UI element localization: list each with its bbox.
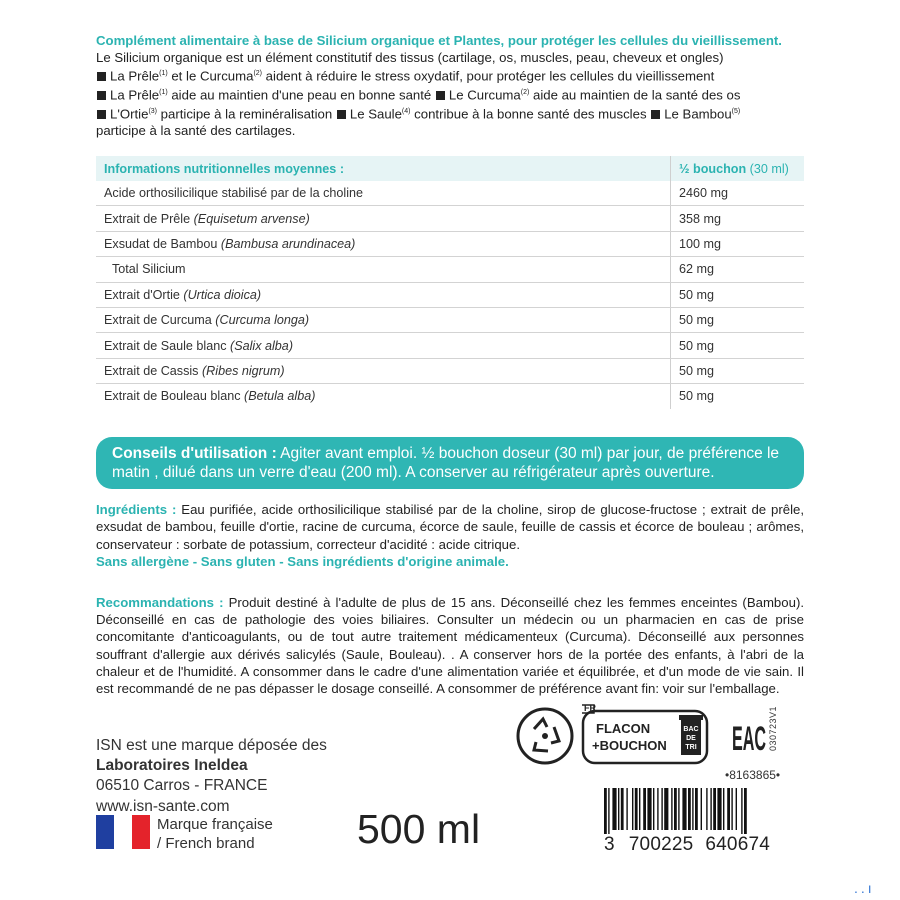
- ingredient-value: 50 mg: [671, 282, 805, 307]
- french-brand-line1: Marque française: [157, 816, 273, 833]
- bin-text-3: TRI: [685, 744, 697, 751]
- bouchon-label: +BOUCHON: [592, 738, 667, 753]
- french-brand-label: [157, 815, 273, 853]
- plant-curcuma: et le Curcuma: [167, 68, 254, 84]
- nutrition-header-dose: [671, 156, 805, 181]
- ref-4: (4): [401, 108, 411, 116]
- website-link: www.isn-sante.com: [96, 797, 230, 815]
- ingredient-name: [96, 358, 671, 383]
- barcode-bar: [682, 788, 686, 830]
- barcode-bar: [671, 788, 672, 830]
- barcode-bar: [618, 788, 619, 830]
- intro-line-stress: [96, 66, 804, 85]
- ingredient-value: 50 mg: [671, 307, 805, 332]
- volume-label: 500 ml: [357, 806, 481, 852]
- brand-line: ISN est une marque déposée des: [96, 737, 327, 754]
- ingredients-label: Ingrédients :: [96, 502, 177, 517]
- nutrition-table: [96, 156, 804, 409]
- ingredient-value: 62 mg: [671, 257, 805, 282]
- ingredient-latin: (Betula alba): [244, 389, 316, 404]
- ingredient-name: [96, 307, 671, 332]
- barcode-bar: [701, 788, 702, 830]
- table-row: [96, 333, 804, 358]
- usage-advice-text: Agiter avant emploi. ½ bouchon doseur (30 ml) par jour, de préférence le matin , dilué dans un verre d'eau (200 ml). A conserver au réfrigérateur après ouverture.: [112, 445, 780, 481]
- ingredients-block: [96, 501, 804, 571]
- barcode-bar: [695, 788, 698, 830]
- dose-volume: (30 ml): [746, 161, 789, 176]
- barcode-bar: [664, 788, 668, 830]
- nutrition-header-row: [96, 156, 804, 181]
- table-row: [96, 231, 804, 256]
- ref-1: (1): [159, 70, 168, 78]
- nutrition-header-label: Informations nutritionnelles moyennes :: [96, 156, 671, 181]
- recommendations-text: Produit destiné à l'adulte de plus de 15 ans. Déconseillé chez les femmes enceintes (Bambou). Déconseillé en cas de pathologie des voies biliaires. Consulter un médecin ou un pharmacien en cas de prise concomitante d'anticoagulants, ou de tout autre traitement médicamenteux (Curcuma). Déconseillé aux personnes souffrant d'allergie aux dérivés salicylés (Saule, Bouleau). . A conserver hors de la portée des enfants, à l'abri de la chaleur et de l'humidité. A consommer dans le cadre d'une alimentation variée et équilibrée, et d'un mode de vie sain. Il est recommandé de ne pas dépasser le dosage conseillé. A consommer de préférence avant fin: voir sur l'emballage.: [96, 595, 804, 697]
- barcode-bar: [612, 788, 616, 830]
- barcode-bar: [692, 788, 693, 830]
- table-row: [96, 181, 804, 206]
- barcode-bar: [635, 788, 638, 830]
- barcode-bar: [741, 788, 742, 834]
- bullet-square-icon: [436, 91, 445, 100]
- product-title: Complément alimentaire à base de Silicium organique et Plantes, pour protéger les cellules du vieillissement.: [96, 33, 782, 48]
- ingredient-label: Exsudat de Bambou: [104, 236, 221, 251]
- lab-address: 06510 Carros - FRANCE: [96, 777, 268, 795]
- usage-advice-band: [96, 437, 804, 489]
- recycling-info-box: [580, 703, 711, 767]
- claim-peau: aide au maintien d'une peau en bonne santé: [167, 87, 432, 103]
- pharmacy-code: •8163865•: [725, 768, 781, 782]
- barcode: [604, 788, 800, 834]
- claim-os: aide au maintien de la santé des os: [529, 87, 741, 103]
- barcode-bar: [626, 788, 627, 830]
- barcode-bar: [647, 788, 651, 830]
- brand-block: [96, 736, 327, 817]
- triman-recycle-icon: [514, 705, 576, 767]
- table-row: [96, 257, 804, 282]
- barcode-bar: [639, 788, 640, 830]
- corner-dots: ..ı: [854, 880, 875, 896]
- barcode-bar: [710, 788, 711, 830]
- ingredient-label: Extrait de Curcuma: [104, 313, 216, 328]
- ingredient-label: Total Silicium: [112, 262, 186, 277]
- barcode-bar: [621, 788, 624, 830]
- ingredient-value: 50 mg: [671, 333, 805, 358]
- ingredient-label: Extrait de Prêle: [104, 211, 194, 226]
- ingredient-label: Acide orthosilicilique stabilisé par de la choline: [104, 186, 364, 201]
- barcode-bar: [723, 788, 724, 830]
- intro-line-ortie-saule: [96, 104, 804, 123]
- ingredient-latin: (Urtica dioica): [183, 287, 262, 302]
- ean-group-2: 640674: [705, 834, 770, 855]
- barcode-bar: [643, 788, 646, 830]
- eac-text: EAC: [732, 720, 766, 758]
- usage-advice-label: Conseils d'utilisation :: [112, 445, 277, 462]
- barcode-bar: [688, 788, 691, 830]
- ref-3: (3): [148, 108, 157, 116]
- barcode-bar: [608, 788, 609, 834]
- intro-line-cartilages: participe à la santé des cartilages.: [96, 123, 296, 139]
- plant-bambou: Le Bambou: [664, 106, 732, 122]
- eac-mark-icon: [732, 710, 766, 762]
- bullet-square-icon: [97, 72, 106, 81]
- ingredient-value: 100 mg: [671, 231, 805, 256]
- barcode-bar: [604, 788, 607, 834]
- french-flag-icon: [96, 815, 150, 849]
- recommendations-block: [96, 594, 804, 697]
- barcode-bar: [661, 788, 662, 830]
- table-row: [96, 358, 804, 383]
- ean-group-1: 700225: [628, 834, 694, 855]
- lab-name-text: Laboratoires Ineldea: [96, 757, 248, 775]
- claim-remineralisation: participe à la reminéralisation: [157, 106, 333, 122]
- ref-2: (2): [253, 70, 263, 78]
- table-row: [96, 206, 804, 231]
- intro-line-silicium: Le Silicium organique est un élément constitutif des tissus (cartilage, os, muscles, peau, cheveux et ongles): [96, 49, 724, 65]
- barcode-bar: [717, 788, 721, 830]
- table-row: [96, 307, 804, 332]
- barcode-bar: [731, 788, 732, 830]
- barcode-bar: [657, 788, 658, 830]
- bullet-square-icon: [97, 110, 106, 119]
- sorting-bin-icon: [679, 715, 703, 755]
- barcode-bar: [727, 788, 730, 830]
- ean-first-digit: 3: [604, 834, 615, 855]
- barcode-bar: [632, 788, 633, 830]
- ingredient-value: 50 mg: [671, 384, 805, 409]
- french-brand-line2: / French brand: [157, 835, 255, 852]
- plant-prele: La Prêle: [110, 87, 160, 103]
- lab-name: [96, 756, 327, 776]
- ingredient-latin: (Curcuma longa): [215, 313, 310, 328]
- allergen-statement: Sans allergène - Sans gluten - Sans ingrédients d'origine animale.: [96, 554, 509, 570]
- recommendations-label: Recommandations :: [96, 595, 224, 610]
- table-row: [96, 384, 804, 409]
- ingredient-name: [96, 333, 671, 358]
- ean-number: [604, 834, 800, 856]
- barcode-bar: [744, 788, 747, 834]
- claim-stress: aident à réduire le stress oxydatif, pour protéger les cellules du vieillissement: [262, 68, 715, 84]
- ingredient-latin: (Bambusa arundinacea): [220, 236, 356, 251]
- ingredient-label: Extrait de Bouleau blanc: [104, 389, 245, 404]
- plant-ortie: L'Ortie: [110, 106, 149, 122]
- plant-prele: La Prêle: [110, 68, 160, 84]
- ref-5: (5): [731, 108, 741, 116]
- ref-2: (2): [520, 89, 530, 97]
- ingredient-name: [96, 181, 671, 206]
- table-row: [96, 282, 804, 307]
- ingredients-text: Eau purifiée, acide orthosilicilique stabilisé par de la choline, sirop de glucose-fructose ; extrait de prêle, exsudat de bambou, feuille d'ortie, racine de curcuma, écorce de saule, feuille de cassis et écorce de bouleau ; arômes, conservateur : sorbate de potassium, correcteur d'acidité : acide citrique.: [96, 502, 805, 552]
- barcode-bar: [674, 788, 677, 830]
- ingredient-label: Extrait d'Ortie: [104, 287, 184, 302]
- bullet-square-icon: [97, 91, 106, 100]
- bin-text-1: BAC: [683, 726, 699, 733]
- ingredient-name: [96, 257, 671, 282]
- dose-label: ½ bouchon: [679, 161, 747, 176]
- ingredient-label: Extrait de Cassis: [104, 363, 202, 378]
- barcode-bar: [713, 788, 716, 830]
- ingredient-latin: (Equisetum arvense): [193, 211, 310, 226]
- claim-muscles: contribue à la bonne santé des muscles: [410, 106, 647, 122]
- ingredient-name: [96, 231, 671, 256]
- ingredient-latin: (Salix alba): [230, 338, 294, 353]
- batch-vertical-code: 030723V1: [768, 706, 778, 752]
- barcode-bar: [678, 788, 679, 830]
- ingredient-value: 358 mg: [671, 206, 805, 231]
- ingredient-name: [96, 206, 671, 231]
- bin-text-2: DE: [686, 735, 696, 742]
- plant-saule: Le Saule: [349, 106, 402, 122]
- barcode-bar: [653, 788, 654, 830]
- ingredient-label: Extrait de Saule blanc: [104, 338, 231, 353]
- barcode-bar: [706, 788, 707, 830]
- intro-block: [96, 33, 804, 140]
- ref-1: (1): [159, 89, 168, 97]
- bullet-square-icon: [337, 110, 346, 119]
- bullet-square-icon: [651, 110, 660, 119]
- ingredient-value: 50 mg: [671, 358, 805, 383]
- plant-curcuma: Le Curcuma: [448, 87, 521, 103]
- flacon-label: FLACON: [596, 721, 651, 736]
- ingredient-name: [96, 384, 671, 409]
- ingredient-value: 2460 mg: [671, 181, 805, 206]
- barcode-bar: [736, 788, 737, 830]
- intro-line-peau-os: [96, 85, 804, 104]
- ingredient-latin: (Ribes nigrum): [201, 363, 285, 378]
- country-code: FR: [584, 703, 596, 713]
- ingredient-name: [96, 282, 671, 307]
